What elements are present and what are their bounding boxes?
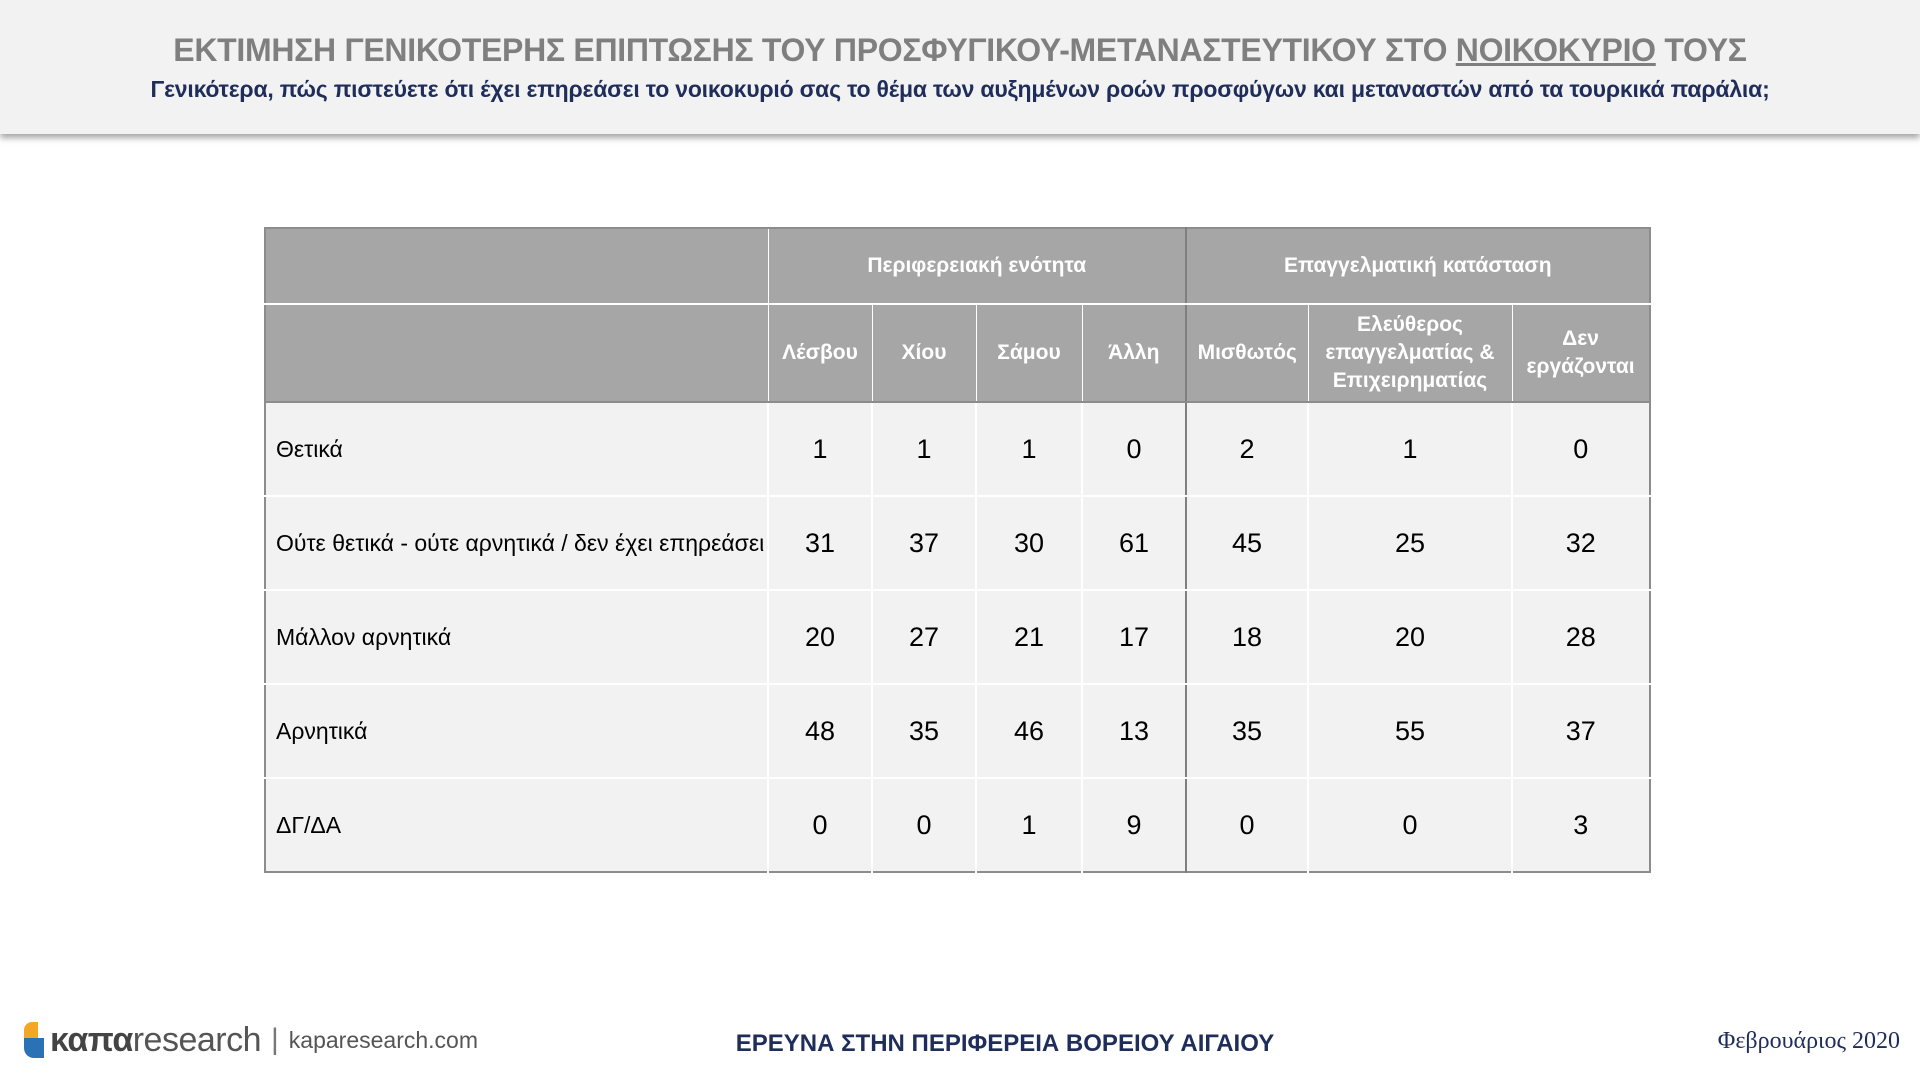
table-cell: 1 bbox=[768, 402, 872, 496]
table-cell: 35 bbox=[1186, 684, 1308, 778]
table-cell: 1 bbox=[872, 402, 976, 496]
title-underlined-word: ΝΟΙΚΟΚΥΡΙΟ bbox=[1455, 32, 1656, 68]
table-cell: 35 bbox=[872, 684, 976, 778]
corner-cell bbox=[265, 228, 768, 304]
table-cell: 0 bbox=[872, 778, 976, 872]
corner-cell-2 bbox=[265, 304, 768, 402]
table-cell: 20 bbox=[1308, 590, 1512, 684]
table-cell: 1 bbox=[976, 778, 1082, 872]
table-row bbox=[265, 778, 1650, 872]
column-header-lesvos: Λέσβου bbox=[768, 304, 872, 402]
table-cell: 21 bbox=[976, 590, 1082, 684]
website-url: kaparesearch.com bbox=[288, 1026, 478, 1053]
column-header-chios: Χίου bbox=[872, 304, 976, 402]
table-cell: 0 bbox=[1186, 778, 1308, 872]
row-label: Αρνητικά bbox=[265, 684, 768, 778]
column-header-not-working: Δεν εργάζονται bbox=[1512, 304, 1650, 402]
table-cell: 17 bbox=[1082, 590, 1186, 684]
footer-date: Φεβρουάριος 2020 bbox=[1717, 1028, 1900, 1054]
table-cell: 48 bbox=[768, 684, 872, 778]
table-row bbox=[265, 402, 1650, 496]
table-cell: 1 bbox=[1308, 402, 1512, 496]
table-row bbox=[265, 496, 1650, 590]
table-cell: 31 bbox=[768, 496, 872, 590]
table-row bbox=[265, 590, 1650, 684]
table-cell: 25 bbox=[1308, 496, 1512, 590]
table-cell: 37 bbox=[872, 496, 976, 590]
table-cell: 0 bbox=[768, 778, 872, 872]
table-cell: 20 bbox=[768, 590, 872, 684]
group-header-region: Περιφερειακή ενότητα bbox=[768, 228, 1186, 304]
page-title bbox=[0, 32, 1920, 69]
table-cell: 18 bbox=[1186, 590, 1308, 684]
title-text-end: ΤΟΥΣ bbox=[1655, 32, 1747, 68]
table-cell: 3 bbox=[1512, 778, 1650, 872]
results-table bbox=[264, 227, 1651, 873]
table-cell: 1 bbox=[976, 402, 1082, 496]
table-cell: 55 bbox=[1308, 684, 1512, 778]
column-header-employee: Μισθωτός bbox=[1186, 304, 1308, 402]
column-header-row bbox=[265, 304, 1650, 402]
table-cell: 27 bbox=[872, 590, 976, 684]
table-cell: 13 bbox=[1082, 684, 1186, 778]
column-header-other: Άλλη bbox=[1082, 304, 1186, 402]
row-label: Θετικά bbox=[265, 402, 768, 496]
table-cell: 61 bbox=[1082, 496, 1186, 590]
header-banner bbox=[0, 0, 1920, 134]
table-cell: 37 bbox=[1512, 684, 1650, 778]
table-cell: 30 bbox=[976, 496, 1082, 590]
page-subtitle: Γενικότερα, πώς πιστεύετε ότι έχει επηρεάσει το νοικοκυριό σας το θέμα των αυξημένων ροών προσφύγων και μεταναστών από τα τουρκικά παράλια; bbox=[150, 76, 1770, 102]
logo-wordmark-part1: καπα bbox=[50, 1020, 133, 1059]
table-cell: 46 bbox=[976, 684, 1082, 778]
table-cell: 45 bbox=[1186, 496, 1308, 590]
table-cell: 28 bbox=[1512, 590, 1650, 684]
logo-wordmark-part2: research bbox=[132, 1020, 261, 1059]
row-label: Μάλλον αρνητικά bbox=[265, 590, 768, 684]
table-cell: 2 bbox=[1186, 402, 1308, 496]
row-label: ΔΓ/ΔΑ bbox=[265, 778, 768, 872]
table-cell: 9 bbox=[1082, 778, 1186, 872]
row-label: Ούτε θετικά - ούτε αρνητικά / δεν έχει επηρεάσει bbox=[265, 496, 768, 590]
footer-survey-title: ΕΡΕΥΝΑ ΣΤΗΝ ΠΕΡΙΦΕΡΕΙΑ ΒΟΡΕΙΟΥ ΑΙΓΑΙΟΥ bbox=[735, 1030, 1275, 1057]
table-cell: 0 bbox=[1512, 402, 1650, 496]
table-cell: 32 bbox=[1512, 496, 1650, 590]
title-text-start: ΕΚΤΙΜΗΣΗ ΓΕΝΙΚΟΤΕΡΗΣ ΕΠΙΠΤΩΣΗΣ ΤΟΥ ΠΡΟΣΦΥΓΙΚΟΥ-ΜΕΤΑΝΑΣΤΕΥΤΙΚΟΥ ΣΤΟ bbox=[173, 32, 1456, 68]
group-header-row bbox=[265, 228, 1650, 304]
table-cell: 0 bbox=[1308, 778, 1512, 872]
column-header-samos: Σάμου bbox=[976, 304, 1082, 402]
logo-separator: | bbox=[271, 1023, 279, 1056]
table-row bbox=[265, 684, 1650, 778]
table-cell: 0 bbox=[1082, 402, 1186, 496]
column-header-self-employed: Ελεύθερος επαγγελματίας & Επιχειρηματίας bbox=[1308, 304, 1512, 402]
group-header-employment: Επαγγελματική κατάσταση bbox=[1186, 228, 1650, 304]
